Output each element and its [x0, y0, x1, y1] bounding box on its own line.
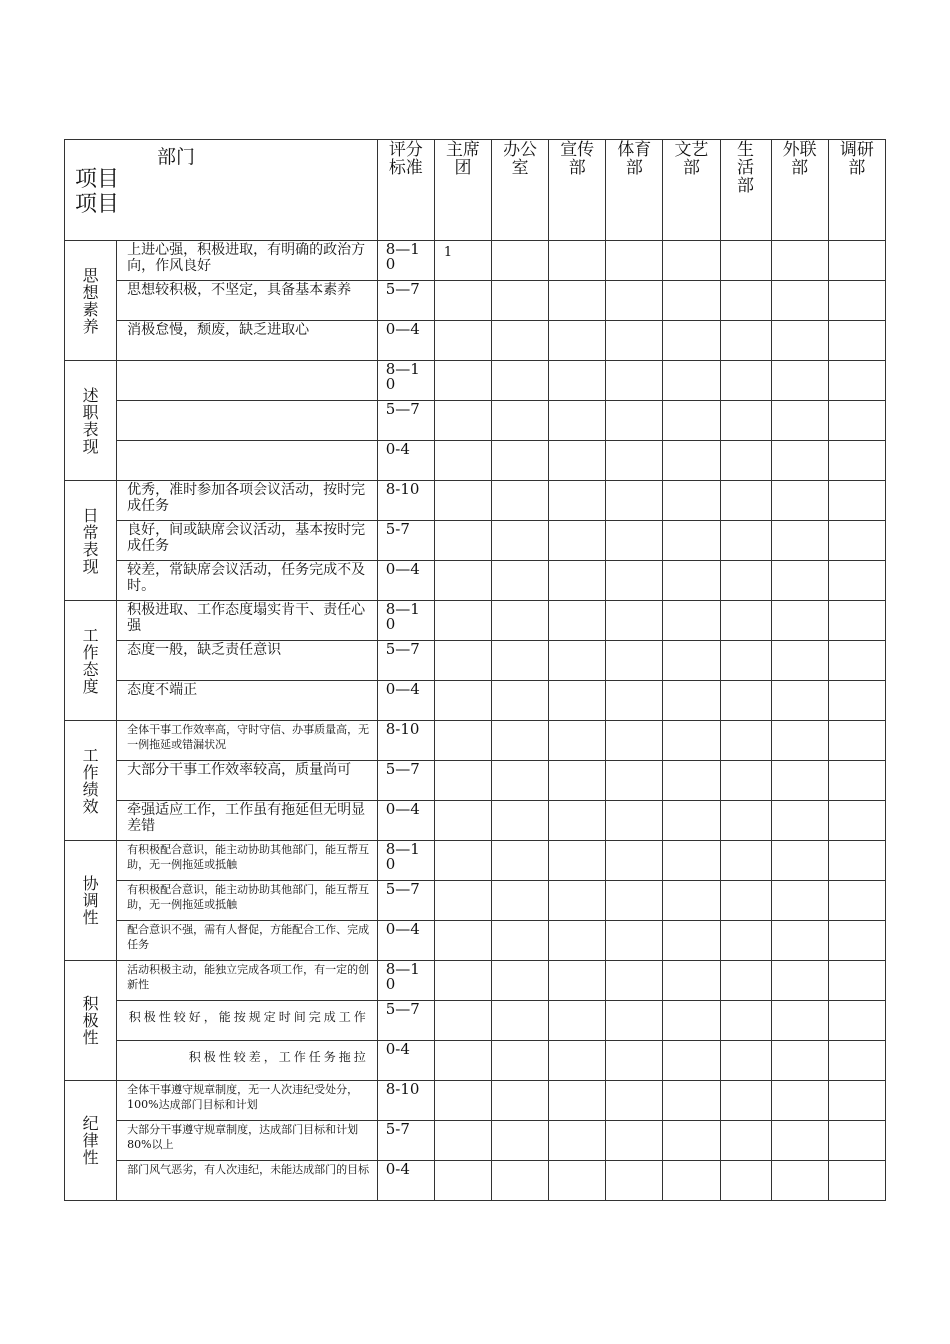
score-entry-cell[interactable]: [549, 1161, 606, 1201]
criteria-description: 配合意识不强，需有人督促，方能配合工作、完成任务: [117, 921, 378, 961]
corner-header-cell: [65, 140, 378, 241]
table-row: [65, 441, 886, 481]
score-entry-cell[interactable]: [549, 921, 606, 961]
score-entry-cell[interactable]: [606, 921, 663, 961]
corner-item-label-2: 项目: [75, 192, 120, 217]
criteria-description: 有积极配合意识，能主动协助其他部门，能互帮互助，无一例拖延或抵触: [117, 841, 378, 881]
score-entry-cell[interactable]: [492, 441, 549, 481]
score-entry-cell[interactable]: [771, 601, 828, 641]
score-entry-cell[interactable]: [771, 961, 828, 1001]
score-entry-cell[interactable]: [606, 881, 663, 921]
dept-header: 外联部: [771, 140, 828, 241]
score-entry-cell[interactable]: [771, 801, 828, 841]
dept-header: 主席团: [434, 140, 491, 241]
criteria-description: 优秀，准时参加各项会议活动，按时完成任务: [117, 481, 378, 521]
score-entry-cell[interactable]: [771, 641, 828, 681]
score-range: 0-4: [377, 1161, 434, 1201]
score-entry-cell[interactable]: [720, 921, 771, 961]
score-range: 0-4: [377, 1041, 434, 1081]
score-entry-cell[interactable]: [434, 441, 491, 481]
score-range: 5-7: [377, 521, 434, 561]
score-range: 5—7: [377, 641, 434, 681]
table-row: [65, 281, 886, 321]
score-entry-cell[interactable]: [434, 481, 491, 521]
score-range: 0—4: [377, 321, 434, 361]
criteria-description: 全体干事遵守规章制度，无一人次违纪受处分，100%达成部门目标和计划: [117, 1081, 378, 1121]
score-range: 5-7: [377, 1121, 434, 1161]
score-range: 8—10: [377, 361, 434, 401]
criteria-description: 良好，间或缺席会议活动，基本按时完成任务: [117, 521, 378, 561]
score-entry-cell[interactable]: [663, 1001, 720, 1041]
criteria-description: 大部分干事遵守规章制度，达成部门目标和计划80%以上: [117, 1121, 378, 1161]
score-entry-cell[interactable]: [828, 281, 885, 321]
score-entry-cell[interactable]: [434, 721, 491, 761]
score-entry-cell[interactable]: [549, 1121, 606, 1161]
score-entry-cell[interactable]: [549, 1001, 606, 1041]
table-row: [65, 241, 886, 281]
score-entry-cell[interactable]: [492, 1001, 549, 1041]
score-entry-cell[interactable]: [492, 641, 549, 681]
score-entry-cell[interactable]: [828, 961, 885, 1001]
score-entry-cell[interactable]: [492, 1041, 549, 1081]
dept-header: 体育部: [606, 140, 663, 241]
score-entry-cell[interactable]: [720, 521, 771, 561]
score-entry-cell[interactable]: [828, 1121, 885, 1161]
dept-header: 办公室: [492, 140, 549, 241]
table-row: [65, 601, 886, 641]
score-range: 0-4: [377, 441, 434, 481]
category-cell: 述职表现: [65, 361, 117, 481]
table-row: [65, 361, 886, 401]
criteria-description: 思想较积极，不坚定，具备基本素养: [117, 281, 378, 321]
dept-header: 调研部: [828, 140, 885, 241]
criteria-description: 积极进取、工作态度塌实肯干、责任心强: [117, 601, 378, 641]
score-entry-cell[interactable]: [720, 641, 771, 681]
score-entry-cell[interactable]: [606, 641, 663, 681]
score-entry-cell[interactable]: [771, 681, 828, 721]
score-entry-cell[interactable]: [828, 521, 885, 561]
score-entry-cell[interactable]: [549, 481, 606, 521]
table-row: [65, 1161, 886, 1201]
score-entry-cell[interactable]: [606, 761, 663, 801]
score-entry-cell[interactable]: [434, 801, 491, 841]
criteria-description: 态度不端正: [117, 681, 378, 721]
score-entry-cell[interactable]: [492, 361, 549, 401]
score-entry-cell[interactable]: [720, 1081, 771, 1121]
score-entry-cell[interactable]: [771, 1161, 828, 1201]
score-entry-cell[interactable]: [549, 721, 606, 761]
score-entry-cell[interactable]: [492, 801, 549, 841]
score-entry-cell[interactable]: [606, 361, 663, 401]
score-entry-cell[interactable]: [771, 1041, 828, 1081]
score-range: 0—4: [377, 921, 434, 961]
score-entry-cell[interactable]: [720, 321, 771, 361]
score-entry-cell[interactable]: [720, 841, 771, 881]
corner-department-label: 部门: [157, 146, 196, 168]
score-entry-cell[interactable]: [720, 601, 771, 641]
score-entry-cell[interactable]: [771, 361, 828, 401]
score-entry-cell[interactable]: [720, 961, 771, 1001]
score-entry-cell[interactable]: [663, 281, 720, 321]
score-entry-cell[interactable]: [606, 401, 663, 441]
score-entry-cell[interactable]: [606, 521, 663, 561]
category-cell: 积极性: [65, 961, 117, 1081]
score-entry-cell[interactable]: [720, 561, 771, 601]
criteria-description: 积极性较好，能按规定时间完成工作: [117, 1001, 378, 1041]
table-row: [65, 1121, 886, 1161]
criteria-description: 全体干事工作效率高，守时守信、办事质量高，无一例拖延或错漏状况: [117, 721, 378, 761]
score-entry-cell[interactable]: [663, 1081, 720, 1121]
score-entry-cell[interactable]: [549, 1081, 606, 1121]
score-entry-cell[interactable]: [492, 1161, 549, 1201]
table-row: [65, 1081, 886, 1121]
table-row: [65, 561, 886, 601]
header-row: [65, 140, 886, 241]
score-entry-cell[interactable]: [434, 1161, 491, 1201]
score-entry-cell[interactable]: [434, 761, 491, 801]
score-entry-cell[interactable]: [434, 681, 491, 721]
score-range: 8—10: [377, 841, 434, 881]
score-entry-cell[interactable]: [434, 841, 491, 881]
score-entry-cell[interactable]: [492, 321, 549, 361]
score-entry-cell[interactable]: [434, 881, 491, 921]
score-entry-cell[interactable]: [771, 481, 828, 521]
score-entry-cell[interactable]: [492, 881, 549, 921]
score-entry-cell[interactable]: [720, 281, 771, 321]
score-entry-cell[interactable]: [492, 921, 549, 961]
table-row: [65, 801, 886, 841]
criteria-description: 较差，常缺席会议活动，任务完成不及时。: [117, 561, 378, 601]
score-entry-cell[interactable]: [828, 481, 885, 521]
table-row: [65, 681, 886, 721]
score-range: 8—10: [377, 241, 434, 281]
score-entry-cell[interactable]: [663, 681, 720, 721]
score-entry-cell[interactable]: [492, 761, 549, 801]
score-entry-cell[interactable]: [663, 641, 720, 681]
score-entry-cell[interactable]: [720, 1161, 771, 1201]
score-entry-cell[interactable]: [771, 1121, 828, 1161]
score-entry-cell[interactable]: [492, 241, 549, 281]
score-entry-cell[interactable]: [606, 601, 663, 641]
score-entry-cell[interactable]: [828, 681, 885, 721]
score-entry-cell[interactable]: [720, 1041, 771, 1081]
score-entry-cell[interactable]: [720, 721, 771, 761]
score-entry-cell[interactable]: [492, 1081, 549, 1121]
score-entry-cell[interactable]: [720, 801, 771, 841]
score-entry-cell[interactable]: [663, 921, 720, 961]
score-entry-cell[interactable]: [434, 1081, 491, 1121]
table-row: [65, 761, 886, 801]
score-entry-cell[interactable]: [720, 361, 771, 401]
score-entry-cell[interactable]: [492, 961, 549, 1001]
score-entry-cell[interactable]: [492, 281, 549, 321]
score-range: 5—7: [377, 881, 434, 921]
criteria-description: 上进心强，积极进取，有明确的政治方向，作风良好: [117, 241, 378, 281]
score-range: 5—7: [377, 281, 434, 321]
category-cell: 工作绩效: [65, 721, 117, 841]
criteria-description: [117, 401, 378, 441]
score-entry-cell[interactable]: [771, 921, 828, 961]
score-range: 0—4: [377, 801, 434, 841]
score-entry-cell[interactable]: [771, 881, 828, 921]
score-entry-cell[interactable]: 1: [434, 241, 491, 281]
score-entry-cell[interactable]: [828, 761, 885, 801]
score-entry-cell[interactable]: [828, 881, 885, 921]
score-entry-cell[interactable]: [606, 281, 663, 321]
score-entry-cell[interactable]: [434, 401, 491, 441]
table-row: [65, 961, 886, 1001]
score-range: 5—7: [377, 401, 434, 441]
score-range: 0—4: [377, 681, 434, 721]
score-entry-cell[interactable]: [606, 1081, 663, 1121]
score-range: 8-10: [377, 481, 434, 521]
score-entry-cell[interactable]: [663, 241, 720, 281]
score-entry-cell[interactable]: [549, 361, 606, 401]
score-entry-cell[interactable]: [771, 761, 828, 801]
score-entry-cell[interactable]: [549, 241, 606, 281]
criteria-description: 积极性较差，工作任务拖拉: [117, 1041, 378, 1081]
score-entry-cell[interactable]: [663, 401, 720, 441]
score-entry-cell[interactable]: [492, 681, 549, 721]
table-row: [65, 521, 886, 561]
score-entry-cell[interactable]: [492, 1121, 549, 1161]
score-entry-cell[interactable]: [549, 321, 606, 361]
score-entry-cell[interactable]: [663, 721, 720, 761]
score-range: 5—7: [377, 761, 434, 801]
table-row: [65, 481, 886, 521]
category-cell: 日常表现: [65, 481, 117, 601]
score-entry-cell[interactable]: [549, 761, 606, 801]
criteria-description: [117, 361, 378, 401]
score-entry-cell[interactable]: [606, 961, 663, 1001]
score-entry-cell[interactable]: [549, 801, 606, 841]
score-entry-cell[interactable]: [720, 881, 771, 921]
score-entry-cell[interactable]: [434, 521, 491, 561]
table-row: [65, 921, 886, 961]
score-entry-cell[interactable]: [606, 721, 663, 761]
score-entry-cell[interactable]: [606, 801, 663, 841]
score-entry-cell[interactable]: [606, 1041, 663, 1081]
table-row: [65, 401, 886, 441]
score-entry-cell[interactable]: [771, 401, 828, 441]
score-entry-cell[interactable]: [828, 801, 885, 841]
score-entry-cell[interactable]: [771, 841, 828, 881]
score-range: 5—7: [377, 1001, 434, 1041]
score-entry-cell[interactable]: [549, 841, 606, 881]
criteria-description: 部门风气恶劣，有人次违纪，未能达成部门的目标: [117, 1161, 378, 1201]
score-entry-cell[interactable]: [663, 441, 720, 481]
corner-item-label: 项目: [75, 167, 120, 192]
score-entry-cell[interactable]: [828, 721, 885, 761]
score-entry-cell[interactable]: [606, 441, 663, 481]
score-range: 8-10: [377, 721, 434, 761]
score-entry-cell[interactable]: [720, 481, 771, 521]
score-entry-cell[interactable]: [663, 601, 720, 641]
score-entry-cell[interactable]: [720, 1121, 771, 1161]
score-entry-cell[interactable]: [663, 321, 720, 361]
score-range: 0—4: [377, 561, 434, 601]
score-entry-cell[interactable]: [828, 241, 885, 281]
table-row: [65, 881, 886, 921]
score-entry-cell[interactable]: [663, 961, 720, 1001]
score-entry-cell[interactable]: [663, 801, 720, 841]
category-cell: 工作态度: [65, 601, 117, 721]
score-entry-cell[interactable]: [606, 321, 663, 361]
score-entry-cell[interactable]: [549, 681, 606, 721]
score-entry-cell[interactable]: [828, 441, 885, 481]
score-entry-cell[interactable]: [663, 361, 720, 401]
score-entry-cell[interactable]: [828, 841, 885, 881]
score-entry-cell[interactable]: [720, 441, 771, 481]
score-entry-cell[interactable]: [828, 401, 885, 441]
score-entry-cell[interactable]: [771, 1081, 828, 1121]
criteria-description: 有积极配合意识，能主动协助其他部门，能互帮互助，无一例拖延或抵触: [117, 881, 378, 921]
score-entry-cell[interactable]: [771, 241, 828, 281]
score-entry-cell[interactable]: [720, 761, 771, 801]
score-entry-cell[interactable]: [434, 961, 491, 1001]
score-entry-cell[interactable]: [434, 921, 491, 961]
score-entry-cell[interactable]: [606, 481, 663, 521]
score-entry-cell[interactable]: [663, 481, 720, 521]
score-entry-cell[interactable]: [492, 721, 549, 761]
criteria-description: 牵强适应工作，工作虽有拖延但无明显差错: [117, 801, 378, 841]
score-entry-cell[interactable]: [828, 1161, 885, 1201]
score-entry-cell[interactable]: [663, 761, 720, 801]
score-entry-cell[interactable]: [771, 281, 828, 321]
criteria-description: 大部分干事工作效率较高，质量尚可: [117, 761, 378, 801]
score-entry-cell[interactable]: [606, 1161, 663, 1201]
score-entry-cell[interactable]: [492, 841, 549, 881]
score-entry-cell[interactable]: [492, 521, 549, 561]
score-entry-cell[interactable]: [492, 401, 549, 441]
criteria-description: [117, 441, 378, 481]
dept-header: 文艺部: [663, 140, 720, 241]
score-entry-cell[interactable]: [549, 441, 606, 481]
score-entry-cell[interactable]: [606, 561, 663, 601]
score-entry-cell[interactable]: [549, 601, 606, 641]
score-entry-cell[interactable]: [828, 1081, 885, 1121]
dept-header: 生活部: [720, 140, 771, 241]
score-entry-cell[interactable]: [549, 281, 606, 321]
score-entry-cell[interactable]: [663, 1161, 720, 1201]
score-entry-cell[interactable]: [434, 361, 491, 401]
score-entry-cell[interactable]: [720, 401, 771, 441]
score-entry-cell[interactable]: [828, 361, 885, 401]
score-entry-cell[interactable]: [606, 841, 663, 881]
evaluation-table: [64, 139, 886, 1201]
score-entry-cell[interactable]: [663, 561, 720, 601]
table-row: [65, 1041, 886, 1081]
score-entry-cell[interactable]: [434, 321, 491, 361]
table-row: [65, 1001, 886, 1041]
score-range: 8—10: [377, 961, 434, 1001]
score-entry-cell[interactable]: [434, 1121, 491, 1161]
score-entry-cell[interactable]: [606, 1001, 663, 1041]
score-entry-cell[interactable]: [492, 481, 549, 521]
score-entry-cell[interactable]: [828, 561, 885, 601]
table-row: [65, 641, 886, 681]
score-entry-cell[interactable]: [663, 841, 720, 881]
score-entry-cell[interactable]: [720, 241, 771, 281]
score-entry-cell[interactable]: [549, 521, 606, 561]
table-row: [65, 841, 886, 881]
score-entry-cell[interactable]: [434, 641, 491, 681]
score-entry-cell[interactable]: [663, 521, 720, 561]
score-entry-cell[interactable]: [434, 1001, 491, 1041]
dept-header: 宣传部: [549, 140, 606, 241]
table-row: [65, 321, 886, 361]
score-range: 8—10: [377, 601, 434, 641]
category-cell: 协调性: [65, 841, 117, 961]
score-entry-cell[interactable]: [549, 961, 606, 1001]
score-range: 8-10: [377, 1081, 434, 1121]
score-entry-cell[interactable]: [549, 561, 606, 601]
score-entry-cell[interactable]: [492, 601, 549, 641]
category-cell: 思想素养: [65, 241, 117, 361]
score-entry-cell[interactable]: [549, 1041, 606, 1081]
score-entry-cell[interactable]: [549, 641, 606, 681]
score-entry-cell[interactable]: [549, 401, 606, 441]
score-entry-cell[interactable]: [606, 681, 663, 721]
score-entry-cell[interactable]: [434, 281, 491, 321]
score-entry-cell[interactable]: [771, 1001, 828, 1041]
score-entry-cell[interactable]: [434, 561, 491, 601]
score-entry-cell[interactable]: [828, 641, 885, 681]
score-entry-cell[interactable]: [828, 1001, 885, 1041]
criteria-description: 活动积极主动，能独立完成各项工作，有一定的创新性: [117, 961, 378, 1001]
score-entry-cell[interactable]: [434, 601, 491, 641]
score-entry-cell[interactable]: [771, 561, 828, 601]
score-entry-cell[interactable]: [828, 601, 885, 641]
score-entry-cell[interactable]: [771, 721, 828, 761]
score-entry-cell[interactable]: [606, 241, 663, 281]
score-entry-cell[interactable]: [549, 881, 606, 921]
table-row: [65, 721, 886, 761]
score-standard-header: 评分标准: [377, 140, 434, 241]
category-cell: 纪律性: [65, 1081, 117, 1201]
score-entry-cell[interactable]: [663, 881, 720, 921]
criteria-description: 态度一般，缺乏责任意识: [117, 641, 378, 681]
score-entry-cell[interactable]: [720, 681, 771, 721]
score-entry-cell[interactable]: [771, 321, 828, 361]
score-entry-cell[interactable]: [492, 561, 549, 601]
criteria-description: 消极怠慢，颓废，缺乏进取心: [117, 321, 378, 361]
score-entry-cell[interactable]: [663, 1121, 720, 1161]
score-entry-cell[interactable]: [663, 1041, 720, 1081]
score-entry-cell[interactable]: [771, 521, 828, 561]
score-entry-cell[interactable]: [771, 441, 828, 481]
score-entry-cell[interactable]: [828, 321, 885, 361]
score-entry-cell[interactable]: [434, 1041, 491, 1081]
score-entry-cell[interactable]: [828, 921, 885, 961]
score-entry-cell[interactable]: [828, 1041, 885, 1081]
score-entry-cell[interactable]: [606, 1121, 663, 1161]
score-entry-cell[interactable]: [720, 1001, 771, 1041]
